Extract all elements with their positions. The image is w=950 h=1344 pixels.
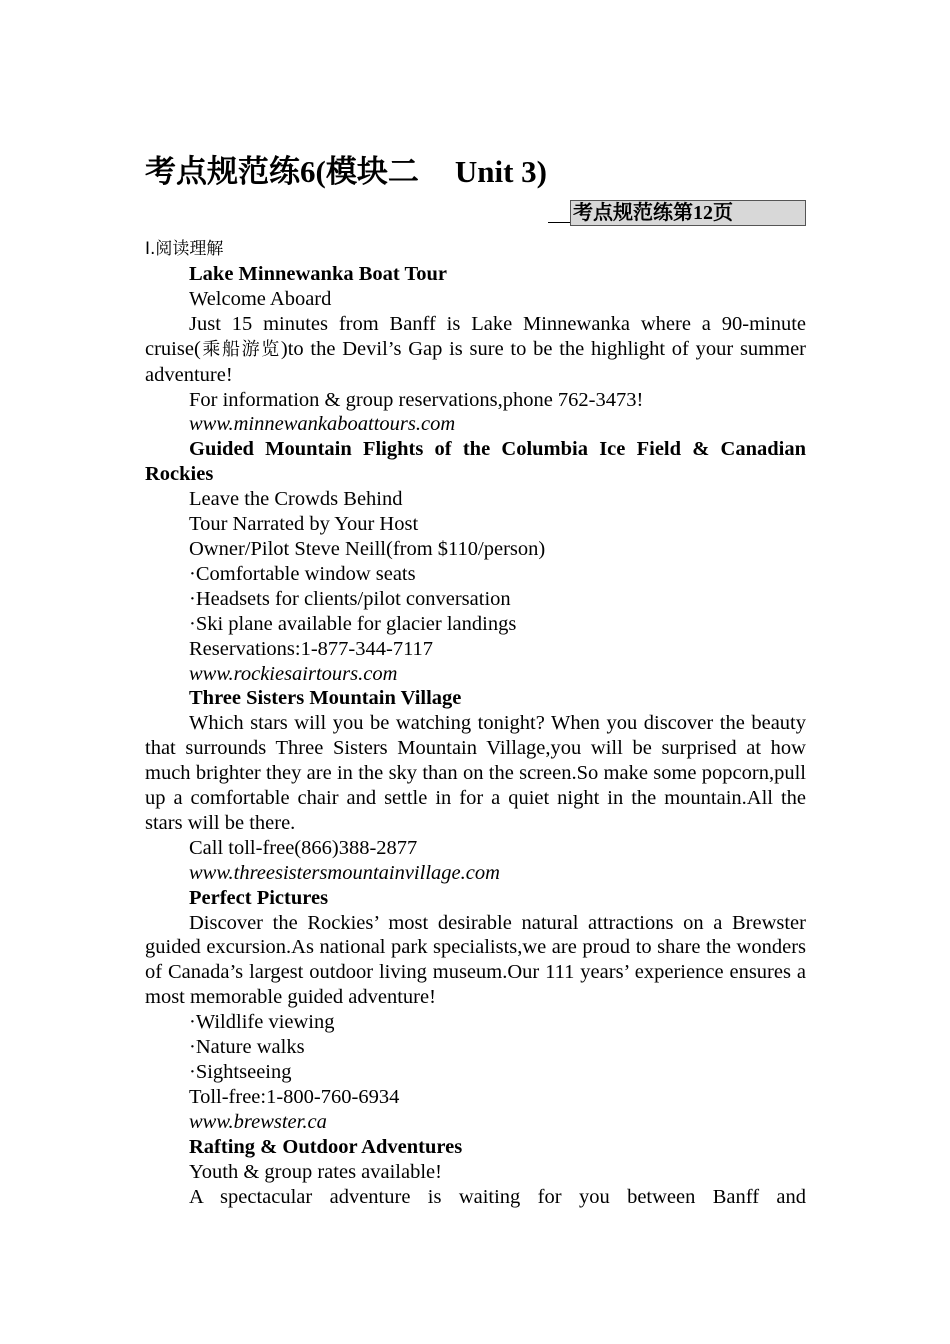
ad4-bullet: ·Wildlife viewing [189,1011,335,1034]
ad1-info: For information & group reservations,phone 762-3473! [189,388,644,411]
ad2-line2: Tour Narrated by Your Host [189,513,419,536]
page-reference-tag: 考点规范练第12页 [570,200,806,226]
title-cn: 考点规范练6(模块二 [145,154,419,189]
page-title [145,150,806,194]
ad4-body: Discover the Rockies’ most desirable natural attractions on a Brewster guided excursion.As national park specialists,we are proud to share the wonders of Canada’s largest outdoor living museum.Our 111 years’ experience ensures a most memorable guided adventure! [145,911,806,1009]
ad5-rates: Youth & group rates available! [189,1160,442,1183]
ad1-url[interactable]: www.minnewankaboattours.com [189,413,456,436]
ad4-title: Perfect Pictures [189,886,329,909]
ad2-title: Guided Mountain Flights of the Columbia Ice Field & Canadian Rockies [145,438,806,486]
title-en: Unit 3) [454,154,547,189]
tag-underline [548,222,570,223]
ad2-bullet: ·Comfortable window seats [189,562,416,585]
ad3-title: Three Sisters Mountain Village [189,687,462,710]
ad1-body [145,312,806,388]
ad4-url[interactable]: www.brewster.ca [189,1110,327,1133]
page-tag-row [145,200,806,228]
ad3-call: Call toll-free(866)388-2877 [189,836,418,859]
ad4-bullet: ·Nature walks [189,1036,305,1059]
ad1-body-zh: 乘船游览 [200,338,281,360]
section-heading: Ⅰ.阅读理解 [145,239,224,259]
ad2-url[interactable]: www.rockiesairtours.com [189,662,398,685]
ad1-welcome: Welcome Aboard [189,287,332,310]
ad4-tollfree: Toll-free:1-800-760-6934 [189,1085,400,1108]
ad4-bullet: ·Sightseeing [189,1061,292,1083]
ad1-body-a: Just 15 minutes from Banff is Lake Minnewanka where a 90-minute cruise( [145,312,806,360]
ad2-bullet: ·Headsets for clients/pilot conversation [189,587,511,610]
ad1-title: Lake Minnewanka Boat Tour [189,263,448,285]
ad5-title: Rafting & Outdoor Adventures [189,1135,463,1158]
ad5-body: A spectacular adventure is waiting for you between Banff and [189,1185,806,1208]
ad2-line1: Leave the Crowds Behind [189,488,403,511]
ad2-reservations: Reservations:1-877-344-7117 [189,637,434,660]
ad3-url[interactable]: www.threesistersmountainvillage.com [189,861,500,884]
ad2-bullet: ·Ski plane available for glacier landings [189,612,517,635]
ad2-line3: Owner/Pilot Steve Neill(from $110/person) [189,537,546,560]
ad3-body: Which stars will you be watching tonight? When you discover the beauty that surrounds Three Sisters Mountain Village,you will be surprised at how much brighter they are in the sky than on the screen.So make some popcorn,pull up a comfortable chair and settle in for a quiet night in the mountain.All the stars will be there. [145,712,806,834]
ad1-body-b: )to the Devil’s Gap is sure to be the highlight of your summer adventure! [145,337,806,386]
document-content [145,150,806,1209]
